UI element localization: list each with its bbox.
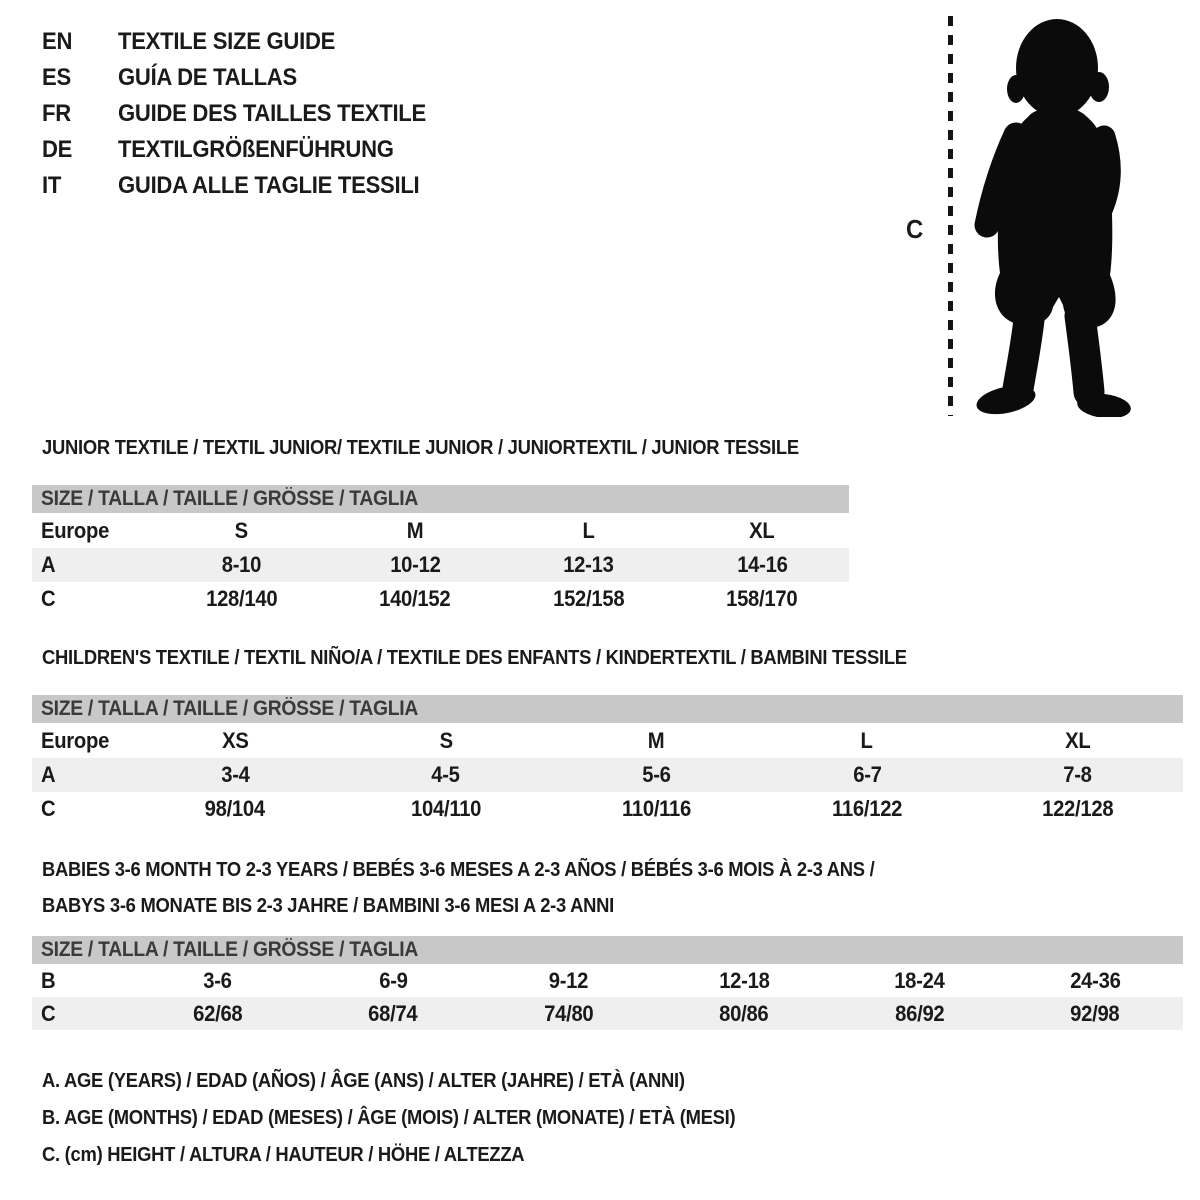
- size-cell-text: XL: [749, 517, 775, 543]
- size-cell: [762, 728, 973, 754]
- value-cell-text: 140/152: [379, 585, 451, 611]
- value-cell: [340, 796, 551, 822]
- language-code-text: FR: [42, 100, 71, 127]
- size-header-bar: [32, 485, 849, 513]
- junior-size-table: [32, 485, 849, 615]
- value-cell-text: 9-12: [548, 967, 589, 993]
- size-cell: [340, 728, 551, 754]
- value-cell: [762, 762, 973, 788]
- language-code: [42, 28, 118, 56]
- legend-line-c: [42, 1137, 796, 1174]
- size-cell: [675, 518, 849, 544]
- language-code-text: IT: [42, 172, 62, 199]
- row-label-text: Europe: [41, 727, 110, 753]
- table-row-height-cm: [32, 582, 849, 615]
- language-row-de: [42, 132, 453, 168]
- row-label: [32, 762, 130, 788]
- row-label: [32, 586, 155, 612]
- row-label-text: C: [41, 795, 56, 821]
- value-cell-text: 24-36: [1069, 967, 1121, 993]
- value-cell-text: 158/170: [726, 585, 798, 611]
- value-cell: [762, 796, 973, 822]
- value-cell-text: 8-10: [221, 552, 262, 577]
- table-row-age-years: [32, 758, 1183, 792]
- value-cell-text: 128/140: [205, 585, 277, 611]
- value-cell: [832, 968, 1008, 994]
- table-row-age-months: [32, 964, 1183, 997]
- value-cell: [972, 762, 1183, 788]
- language-title-text: GUÍA DE TALLAS: [118, 64, 297, 91]
- language-code: [42, 172, 118, 200]
- value-cell: [305, 1001, 481, 1027]
- language-title-text: TEXTILGRÖßENFÜHRUNG: [118, 136, 394, 163]
- measurement-legend: [42, 1063, 796, 1174]
- language-title-text: GUIDA ALLE TAGLIE TESSILI: [118, 172, 420, 199]
- babies-section-title: [42, 852, 947, 924]
- row-label: [32, 552, 155, 578]
- language-title: [118, 136, 418, 164]
- language-code-text: ES: [42, 64, 71, 91]
- language-title: [118, 64, 312, 92]
- size-cell-text: XL: [1064, 727, 1091, 753]
- row-label: [32, 968, 130, 994]
- language-code: [42, 64, 118, 92]
- value-cell-text: 86/92: [895, 1000, 945, 1026]
- value-cell: [130, 762, 341, 788]
- size-cell-text: M: [648, 727, 665, 753]
- size-header-bar: [32, 936, 1183, 964]
- value-cell: [656, 968, 832, 994]
- row-label: [32, 518, 155, 544]
- value-cell: [130, 968, 306, 994]
- value-cell-text: 10-12: [389, 552, 441, 577]
- toddler-silhouette-icon: [962, 13, 1142, 417]
- size-cell-text: L: [860, 727, 874, 753]
- value-cell: [656, 1001, 832, 1027]
- row-label-text: Europe: [41, 517, 110, 543]
- value-cell-text: 6-7: [852, 762, 882, 787]
- size-header-label: SIZE / TALLA / TAILLE / GRÖSSE / TAGLIA: [41, 487, 419, 510]
- size-cell: [155, 518, 329, 544]
- table-row-height-cm: [32, 792, 1183, 825]
- value-cell-text: 7-8: [1063, 762, 1092, 787]
- value-cell-text: 116/122: [831, 795, 903, 821]
- row-label-text: A: [41, 762, 56, 787]
- legend-line-a-text: A. AGE (YEARS) / EDAD (AÑOS) / ÂGE (ANS) / ALTER (JAHRE) / ETÀ (ANNI): [42, 1070, 685, 1092]
- value-cell: [972, 796, 1183, 822]
- value-cell: [1007, 968, 1183, 994]
- value-cell: [551, 796, 762, 822]
- value-cell-text: 12-18: [718, 967, 770, 993]
- babies-title-line-1: [42, 852, 947, 888]
- row-label-text: C: [41, 585, 56, 611]
- value-cell: [328, 552, 502, 578]
- table-row-age-years: [32, 548, 849, 582]
- size-cell: [972, 728, 1183, 754]
- value-cell: [130, 1001, 306, 1027]
- table-row-europe: [32, 513, 849, 548]
- row-label: [32, 1001, 130, 1027]
- children-section-title: [42, 646, 982, 670]
- babies-title-line-1-text: BABIES 3-6 MONTH TO 2-3 YEARS / BEBÉS 3-6 MESES A 2-3 AÑOS / BÉBÉS 3-6 MOIS À 2-3 ANS /: [42, 859, 875, 881]
- row-label-text: C: [41, 1000, 56, 1026]
- size-cell: [502, 518, 676, 544]
- value-cell-text: 5-6: [642, 762, 671, 787]
- size-cell-text: M: [406, 517, 424, 543]
- language-title-list: [42, 24, 453, 204]
- table-row-height-cm: [32, 997, 1183, 1030]
- babies-size-table: [32, 936, 1183, 1030]
- value-cell-text: 80/86: [719, 1000, 769, 1026]
- legend-line-b: [42, 1100, 796, 1137]
- value-cell: [130, 796, 341, 822]
- value-cell: [155, 586, 329, 612]
- value-cell-text: 12-13: [563, 552, 614, 577]
- row-label-text: A: [41, 552, 56, 577]
- value-cell: [502, 586, 676, 612]
- junior-section-title: [42, 436, 865, 460]
- value-cell: [481, 968, 657, 994]
- legend-line-c-text: C. (cm) HEIGHT / ALTURA / HAUTEUR / HÖHE / ALTEZZA: [42, 1144, 525, 1166]
- table-row-europe: [32, 723, 1183, 758]
- value-cell-text: 3-6: [203, 967, 232, 993]
- value-cell-text: 74/80: [543, 1000, 594, 1026]
- size-header-label: SIZE / TALLA / TAILLE / GRÖSSE / TAGLIA: [41, 697, 419, 720]
- language-title: [118, 100, 453, 128]
- language-code-text: DE: [42, 136, 73, 163]
- language-title-text: GUIDE DES TAILLES TEXTILE: [118, 100, 426, 127]
- value-cell: [155, 552, 329, 578]
- language-row-es: [42, 60, 453, 96]
- value-cell-text: 152/158: [552, 585, 625, 611]
- height-measure-c-label: [906, 214, 924, 245]
- value-cell-text: 110/116: [621, 795, 691, 821]
- junior-section-title-text: JUNIOR TEXTILE / TEXTIL JUNIOR/ TEXTILE JUNIOR / JUNIORTEXTIL / JUNIOR TESSILE: [42, 437, 799, 459]
- language-code: [42, 136, 118, 164]
- value-cell-text: 92/98: [1070, 1000, 1120, 1026]
- size-cell: [328, 518, 502, 544]
- height-measure-c-text: C: [906, 214, 924, 244]
- value-cell: [305, 968, 481, 994]
- language-code: [42, 100, 118, 128]
- babies-title-line-2: [42, 888, 947, 924]
- value-cell: [481, 1001, 657, 1027]
- language-row-en: [42, 24, 453, 60]
- value-cell: [675, 586, 849, 612]
- value-cell: [1007, 1001, 1183, 1027]
- language-row-it: [42, 168, 453, 204]
- language-title: [118, 28, 354, 56]
- legend-line-a: [42, 1063, 796, 1100]
- value-cell-text: 68/74: [368, 1000, 418, 1026]
- value-cell: [328, 586, 502, 612]
- size-cell: [130, 728, 341, 754]
- value-cell-text: 104/110: [410, 795, 481, 821]
- language-row-fr: [42, 96, 453, 132]
- children-section-title-text: CHILDREN'S TEXTILE / TEXTIL NIÑO/A / TEXTILE DES ENFANTS / KINDERTEXTIL / BAMBINI TESSILE: [42, 647, 907, 669]
- height-dashed-line: [948, 16, 953, 416]
- value-cell: [340, 762, 551, 788]
- value-cell: [832, 1001, 1008, 1027]
- size-cell-text: L: [582, 517, 595, 543]
- value-cell: [675, 552, 849, 578]
- size-cell-text: XS: [221, 727, 249, 753]
- row-label: [32, 796, 130, 822]
- size-header-label: SIZE / TALLA / TAILLE / GRÖSSE / TAGLIA: [41, 938, 419, 961]
- value-cell-text: 18-24: [894, 967, 945, 993]
- language-title: [118, 172, 446, 200]
- value-cell-text: 98/104: [205, 795, 266, 821]
- value-cell-text: 6-9: [378, 967, 408, 993]
- row-label: [32, 728, 130, 754]
- legend-line-b-text: B. AGE (MONTHS) / EDAD (MESES) / ÂGE (MOIS) / ALTER (MONATE) / ETÀ (MESI): [42, 1107, 736, 1129]
- language-title-text: TEXTILE SIZE GUIDE: [118, 28, 336, 55]
- value-cell-text: 3-4: [220, 762, 250, 787]
- language-code-text: EN: [42, 28, 73, 55]
- value-cell-text: 122/128: [1042, 795, 1114, 821]
- children-size-table: [32, 695, 1183, 825]
- size-cell-text: S: [439, 727, 453, 753]
- value-cell: [551, 762, 762, 788]
- size-cell: [551, 728, 762, 754]
- value-cell-text: 4-5: [431, 762, 460, 787]
- size-header-bar: [32, 695, 1183, 723]
- babies-title-line-2-text: BABYS 3-6 MONATE BIS 2-3 JAHRE / BAMBINI 3-6 MESI A 2-3 ANNI: [42, 895, 614, 917]
- value-cell-text: 14-16: [736, 552, 788, 577]
- value-cell-text: 62/68: [192, 1000, 243, 1026]
- row-label-text: B: [41, 967, 56, 993]
- value-cell: [502, 552, 676, 578]
- size-cell-text: S: [234, 517, 248, 543]
